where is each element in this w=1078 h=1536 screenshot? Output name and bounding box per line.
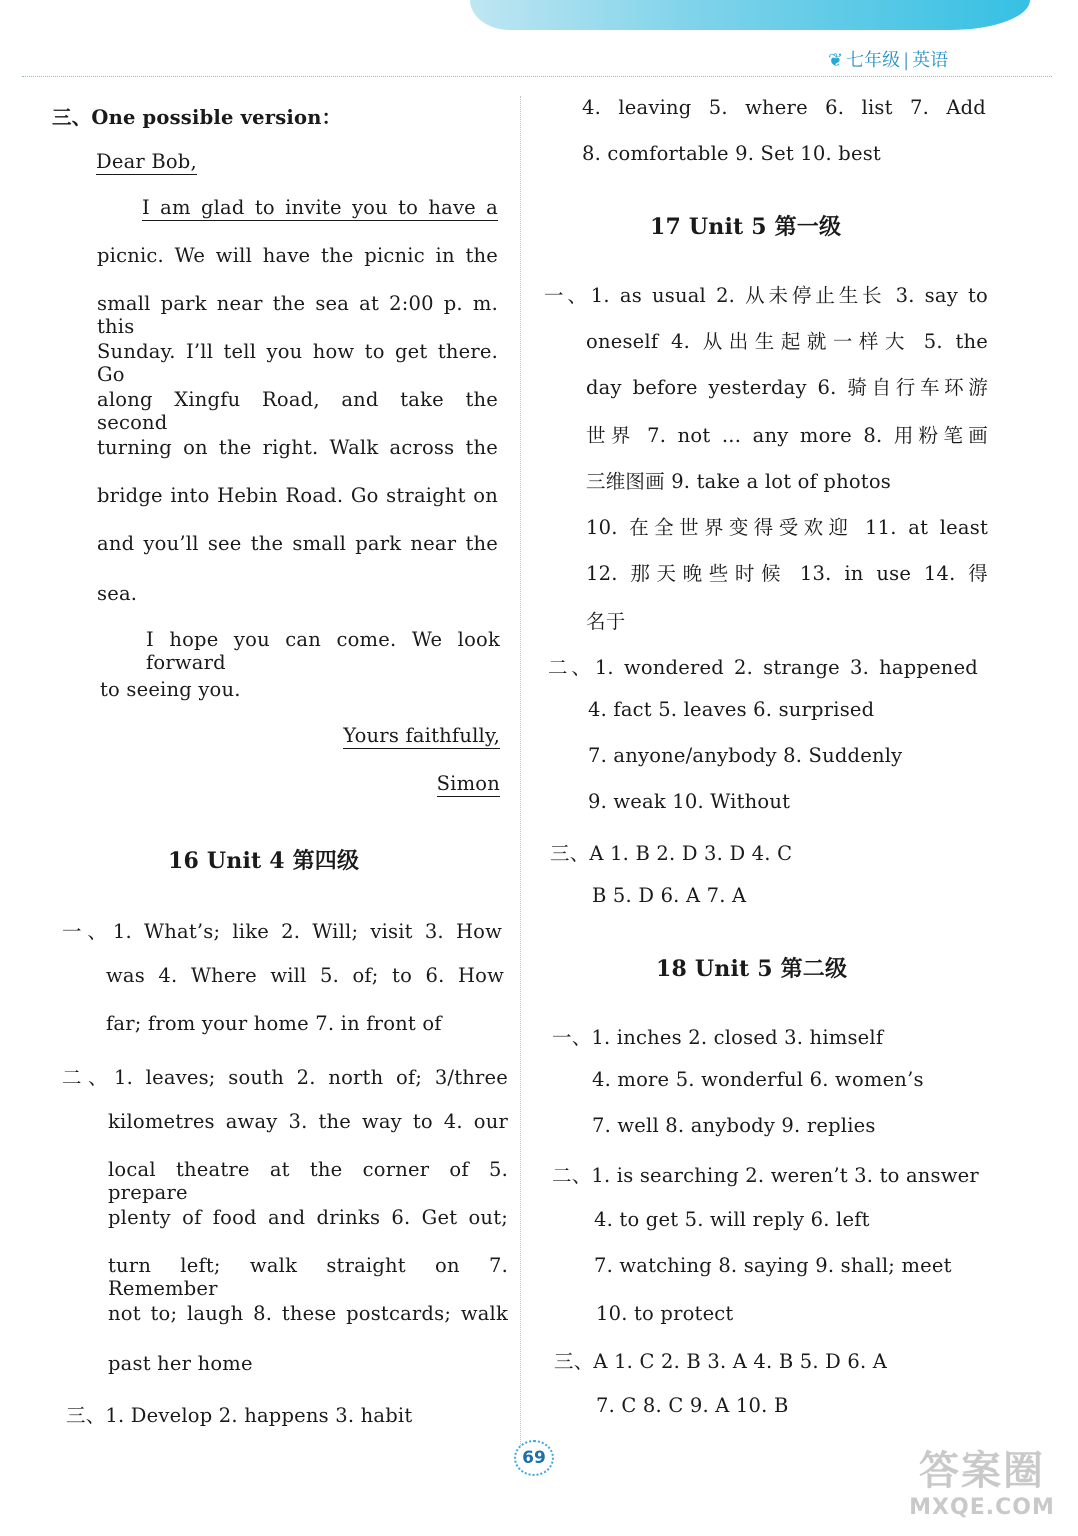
- letter-line: small park near the sea at 2:00 p. m. this: [97, 292, 498, 338]
- composition-label: 三、One possible version：: [52, 106, 342, 129]
- letter-line: Sunday. I’ll tell you how to get there. Go: [97, 340, 498, 386]
- answer-line: 二、1. wondered 2. strange 3. happened: [548, 656, 978, 679]
- answer-line: turn left; walk straight on 7. Remember: [108, 1254, 508, 1300]
- answer-line: 12. 那天晚些时候 13. in use 14. 得: [586, 562, 988, 585]
- answer-line: far; from your home 7. in front of: [106, 1012, 442, 1035]
- letter-line: turning on the right. Walk across the: [97, 436, 498, 459]
- answer-line: 9. weak 10. Without: [588, 790, 791, 813]
- letter-signature: [437, 772, 500, 795]
- answer-line: 三、A 1. C 2. B 3. A 4. B 5. D 6. A: [554, 1350, 888, 1373]
- header-decoration: [470, 0, 1030, 30]
- answer-line: 一、1. inches 2. closed 3. himself: [552, 1026, 884, 1049]
- letter-line: I hope you can come. We look forward: [146, 628, 500, 674]
- answer-line: 4. leaving 5. where 6. list 7. Add: [582, 96, 986, 119]
- answer-line: 二、1. leaves; south 2. north of; 3/three: [62, 1066, 508, 1089]
- answer-line: 世界 7. not ... any more 8. 用粉笔画: [586, 424, 988, 447]
- answer-line: 一、1. as usual 2. 从未停止生长 3. say to: [544, 284, 988, 307]
- watermark-text: 答案圈: [919, 1448, 1045, 1494]
- leaf-icon: ❦: [828, 50, 844, 71]
- answer-line: 三维图画 9. take a lot of photos: [586, 470, 891, 493]
- watermark-url: MXQE.COM: [909, 1495, 1055, 1520]
- watermark-logo: [896, 1448, 1068, 1528]
- answer-line: 4. more 5. wonderful 6. women’s: [592, 1068, 924, 1091]
- answer-line: 二、1. is searching 2. weren’t 3. to answer: [552, 1164, 979, 1187]
- closing-text: Yours faithfully,: [343, 724, 500, 747]
- answer-line: was 4. Where will 5. of; to 6. How: [106, 964, 504, 987]
- header-separator: |: [903, 50, 910, 71]
- greeting-text: Dear Bob,: [96, 150, 197, 173]
- letter-line: to seeing you.: [100, 678, 241, 701]
- signature-text: Simon: [436, 772, 500, 795]
- page-number: 69: [514, 1440, 554, 1476]
- answer-line: 7. well 8. anybody 9. replies: [592, 1114, 876, 1137]
- column-divider: [520, 96, 521, 1446]
- letter-line: and you’ll see the small park near the: [97, 532, 498, 555]
- letter-line-underlined: I am glad to invite you to have a: [142, 196, 498, 219]
- letter-closing: [343, 724, 500, 747]
- letter-line: sea.: [97, 582, 138, 605]
- answer-line: past her home: [108, 1352, 253, 1375]
- answer-line: not to; laugh 8. these postcards; walk: [108, 1302, 508, 1325]
- letter-line: picnic. We will have the picnic in the: [97, 244, 498, 267]
- answer-line: 三、A 1. B 2. D 3. D 4. C: [550, 842, 793, 865]
- answer-line: B 5. D 6. A 7. A: [592, 884, 747, 907]
- answer-line: 一、1. What’s; like 2. Will; visit 3. How: [62, 920, 502, 943]
- grade-text: 七年级: [846, 50, 901, 71]
- section-heading-16: 16 Unit 4 第四级: [168, 848, 360, 874]
- answer-line: plenty of food and drinks 6. Get out;: [108, 1206, 508, 1229]
- section-heading-17: 17 Unit 5 第一级: [650, 214, 842, 240]
- answer-line: 10. to protect: [596, 1302, 734, 1325]
- answer-line: 10. 在全世界变得受欢迎 11. at least: [586, 516, 988, 539]
- answer-line: 4. fact 5. leaves 6. surprised: [588, 698, 875, 721]
- answer-line: local theatre at the corner of 5. prepare: [108, 1158, 508, 1204]
- answer-line: 三、1. Develop 2. happens 3. habit: [66, 1404, 413, 1427]
- answer-line: 4. to get 5. will reply 6. left: [594, 1208, 870, 1231]
- answer-line: kilometres away 3. the way to 4. our: [108, 1110, 508, 1133]
- section-heading-18: 18 Unit 5 第二级: [656, 956, 848, 982]
- letter-greeting: [96, 150, 197, 173]
- letter-line: [142, 196, 498, 219]
- answer-line: oneself 4. 从出生起就一样大 5. the: [586, 330, 988, 353]
- running-header: [828, 46, 948, 72]
- letter-line: bridge into Hebin Road. Go straight on: [97, 484, 498, 507]
- answer-line: 7. C 8. C 9. A 10. B: [596, 1394, 789, 1417]
- answer-line: 7. anyone/anybody 8. Suddenly: [588, 744, 903, 767]
- header-divider: [22, 76, 1052, 77]
- letter-line: along Xingfu Road, and take the second: [97, 388, 498, 434]
- answer-line: 7. watching 8. saying 9. shall; meet: [594, 1254, 952, 1277]
- answer-line: 8. comfortable 9. Set 10. best: [582, 142, 881, 165]
- subject-text: 英语: [912, 50, 949, 71]
- answer-line: 名于: [586, 610, 626, 633]
- answer-line: day before yesterday 6. 骑自行车环游: [586, 376, 988, 399]
